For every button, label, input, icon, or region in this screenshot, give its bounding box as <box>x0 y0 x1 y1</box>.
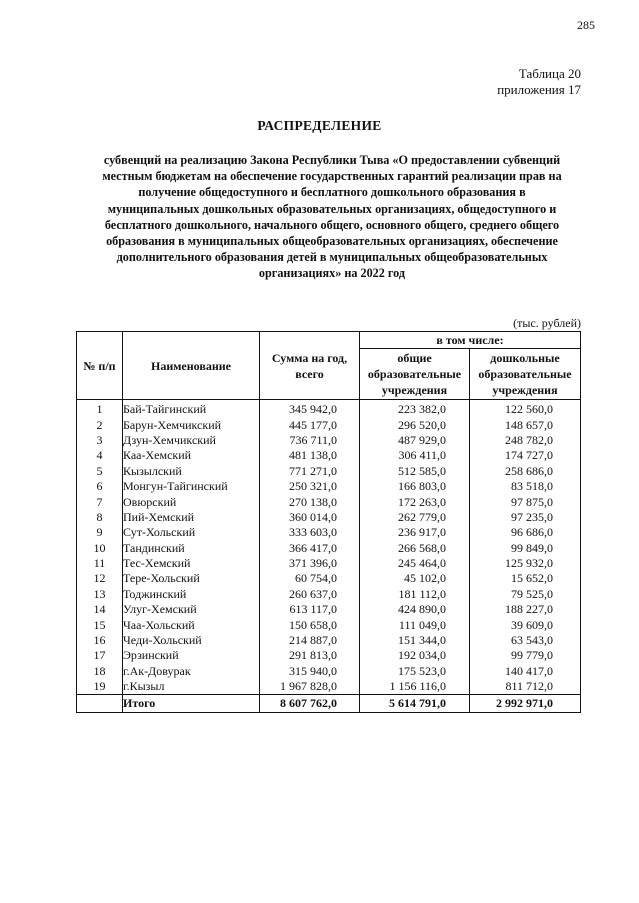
total-row <box>77 695 581 713</box>
cell-number: 12 <box>77 571 123 586</box>
table-reference-line-2: приложения 17 <box>497 82 581 97</box>
document-title: РАСПРЕДЕЛЕНИЕ <box>257 118 382 133</box>
table-row <box>77 433 581 448</box>
table-row <box>77 400 581 418</box>
cell-name: Каа-Хемский <box>123 448 260 463</box>
header-including: в том числе: <box>360 332 581 349</box>
cell-total: 613 117,0 <box>260 602 360 617</box>
cell-name: г.Кызыл <box>123 679 260 695</box>
cell-number: 2 <box>77 417 123 432</box>
cell-number: 5 <box>77 464 123 479</box>
cell-total: 360 014,0 <box>260 510 360 525</box>
cell-general: 1 156 116,0 <box>360 679 470 695</box>
cell-preschool: 148 657,0 <box>470 417 581 432</box>
cell-preschool: 2 992 971,0 <box>470 695 581 713</box>
table-row <box>77 556 581 571</box>
cell-total: 445 177,0 <box>260 417 360 432</box>
cell-total: 771 271,0 <box>260 464 360 479</box>
cell-number: 6 <box>77 479 123 494</box>
cell-preschool: 39 609,0 <box>470 617 581 632</box>
header-preschool: дошкольные образовательные учреждения <box>470 349 581 400</box>
cell-number: 3 <box>77 433 123 448</box>
cell-number: 4 <box>77 448 123 463</box>
units-note: (тыс. рублей) <box>513 316 581 330</box>
document-subtitle <box>82 152 582 282</box>
cell-preschool: 174 727,0 <box>470 448 581 463</box>
cell-general: 266 568,0 <box>360 541 470 556</box>
cell-name: Тес-Хемский <box>123 556 260 571</box>
cell-preschool: 79 525,0 <box>470 587 581 602</box>
cell-total: 736 711,0 <box>260 433 360 448</box>
cell-number: 15 <box>77 617 123 632</box>
cell-total: 371 396,0 <box>260 556 360 571</box>
cell-name: Бай-Тайгинский <box>123 400 260 418</box>
cell-number: 18 <box>77 664 123 679</box>
cell-name: Монгун-Тайгинский <box>123 479 260 494</box>
subtitle-line: образования в муниципальных общеобразовательных организациях, обеспечение <box>106 234 558 249</box>
cell-total: 315 940,0 <box>260 664 360 679</box>
table-reference <box>497 66 581 98</box>
cell-number: 7 <box>77 494 123 509</box>
cell-preschool: 125 932,0 <box>470 556 581 571</box>
cell-general: 192 034,0 <box>360 648 470 663</box>
cell-preschool: 97 235,0 <box>470 510 581 525</box>
header-number: № п/п <box>77 332 123 400</box>
subtitle-line: субвенций на реализацию Закона Республики Тыва «О предоставлении субвенций <box>103 153 561 167</box>
table-row <box>77 448 581 463</box>
cell-general: 306 411,0 <box>360 448 470 463</box>
header-name: Наименование <box>123 332 260 400</box>
cell-number: 8 <box>77 510 123 525</box>
cell-total: 481 138,0 <box>260 448 360 463</box>
cell-number: 9 <box>77 525 123 540</box>
subtitle-line: организациях» на 2022 год <box>258 266 406 281</box>
table-row <box>77 479 581 494</box>
cell-preschool: 96 686,0 <box>470 525 581 540</box>
cell-name: Барун-Хемчикский <box>123 417 260 432</box>
cell-number: 13 <box>77 587 123 602</box>
cell-name: Кызылский <box>123 464 260 479</box>
cell-number: 14 <box>77 602 123 617</box>
cell-total: 1 967 828,0 <box>260 679 360 695</box>
header-total: Сумма на год, всего <box>260 332 360 400</box>
table-row <box>77 464 581 479</box>
cell-general: 5 614 791,0 <box>360 695 470 713</box>
cell-name: Пий-Хемский <box>123 510 260 525</box>
cell-general: 181 112,0 <box>360 587 470 602</box>
cell-general: 223 382,0 <box>360 400 470 418</box>
cell-general: 424 890,0 <box>360 602 470 617</box>
table-row <box>77 541 581 556</box>
cell-preschool: 63 543,0 <box>470 633 581 648</box>
cell-name: Эрзинский <box>123 648 260 663</box>
cell-general: 236 917,0 <box>360 525 470 540</box>
table-row <box>77 602 581 617</box>
table-row <box>77 664 581 679</box>
cell-total: 8 607 762,0 <box>260 695 360 713</box>
cell-preschool: 811 712,0 <box>470 679 581 695</box>
cell-total: 366 417,0 <box>260 541 360 556</box>
cell-general: 487 929,0 <box>360 433 470 448</box>
cell-name: Тере-Хольский <box>123 571 260 586</box>
cell-general: 262 779,0 <box>360 510 470 525</box>
cell-name: г.Ак-Довурак <box>123 664 260 679</box>
table-row <box>77 648 581 663</box>
table-row <box>77 587 581 602</box>
cell-general: 111 049,0 <box>360 617 470 632</box>
cell-total: 250 321,0 <box>260 479 360 494</box>
table-row <box>77 417 581 432</box>
cell-general: 512 585,0 <box>360 464 470 479</box>
table-row <box>77 510 581 525</box>
cell-total: 150 658,0 <box>260 617 360 632</box>
table-row <box>77 494 581 509</box>
cell-preschool: 258 686,0 <box>470 464 581 479</box>
cell-total: 214 887,0 <box>260 633 360 648</box>
cell-total: 260 637,0 <box>260 587 360 602</box>
cell-general: 151 344,0 <box>360 633 470 648</box>
cell-preschool: 83 518,0 <box>470 479 581 494</box>
table-body <box>77 400 581 713</box>
cell-preschool: 97 875,0 <box>470 494 581 509</box>
cell-total: 345 942,0 <box>260 400 360 418</box>
subtitle-line: муниципальных дошкольных образовательных организациях, общедоступного и <box>107 201 557 216</box>
cell-preschool: 248 782,0 <box>470 433 581 448</box>
subtitle-line: бесплатного дошкольного, начального общего, основного общего, среднего общего <box>104 217 560 232</box>
cell-number: 11 <box>77 556 123 571</box>
cell-name: Тандинский <box>123 541 260 556</box>
cell-number: 1 <box>77 400 123 418</box>
cell-preschool: 15 652,0 <box>470 571 581 586</box>
subtitle-line: дополнительного образования детей в муниципальных общеобразовательных <box>116 250 548 265</box>
table-row <box>77 617 581 632</box>
cell-name: Улуг-Хемский <box>123 602 260 617</box>
cell-name: Чеди-Хольский <box>123 633 260 648</box>
cell-name: Овюрский <box>123 494 260 509</box>
cell-number: 19 <box>77 679 123 695</box>
cell-general: 175 523,0 <box>360 664 470 679</box>
cell-number: 16 <box>77 633 123 648</box>
cell-general: 172 263,0 <box>360 494 470 509</box>
table-row <box>77 679 581 695</box>
cell-general: 296 520,0 <box>360 417 470 432</box>
cell-number: 10 <box>77 541 123 556</box>
table-row <box>77 571 581 586</box>
table-reference-line-1: Таблица 20 <box>518 66 581 81</box>
header-general-schools: общие образовательные учреждения <box>360 349 470 400</box>
cell-preschool: 140 417,0 <box>470 664 581 679</box>
table-row <box>77 525 581 540</box>
cell-preschool: 99 849,0 <box>470 541 581 556</box>
page-number: 285 <box>577 18 595 32</box>
cell-total: 333 603,0 <box>260 525 360 540</box>
cell-name: Сут-Хольский <box>123 525 260 540</box>
table-row <box>77 633 581 648</box>
cell-name: Тоджинский <box>123 587 260 602</box>
cell-general: 245 464,0 <box>360 556 470 571</box>
cell-preschool: 122 560,0 <box>470 400 581 418</box>
cell-total: 60 754,0 <box>260 571 360 586</box>
subtitle-line: получение общедоступного и бесплатного дошкольного образования в <box>138 185 526 200</box>
cell-number <box>77 695 123 713</box>
distribution-table <box>76 331 581 713</box>
cell-preschool: 188 227,0 <box>470 602 581 617</box>
cell-total: 291 813,0 <box>260 648 360 663</box>
cell-total: 270 138,0 <box>260 494 360 509</box>
cell-general: 166 803,0 <box>360 479 470 494</box>
cell-preschool: 99 779,0 <box>470 648 581 663</box>
subtitle-line: местным бюджетам на обеспечение государственных гарантий реализации прав на <box>102 169 562 184</box>
cell-general: 45 102,0 <box>360 571 470 586</box>
cell-number: 17 <box>77 648 123 663</box>
cell-name: Дзун-Хемчикский <box>123 433 260 448</box>
cell-name: Чаа-Хольский <box>123 617 260 632</box>
cell-name: Итого <box>123 695 260 713</box>
